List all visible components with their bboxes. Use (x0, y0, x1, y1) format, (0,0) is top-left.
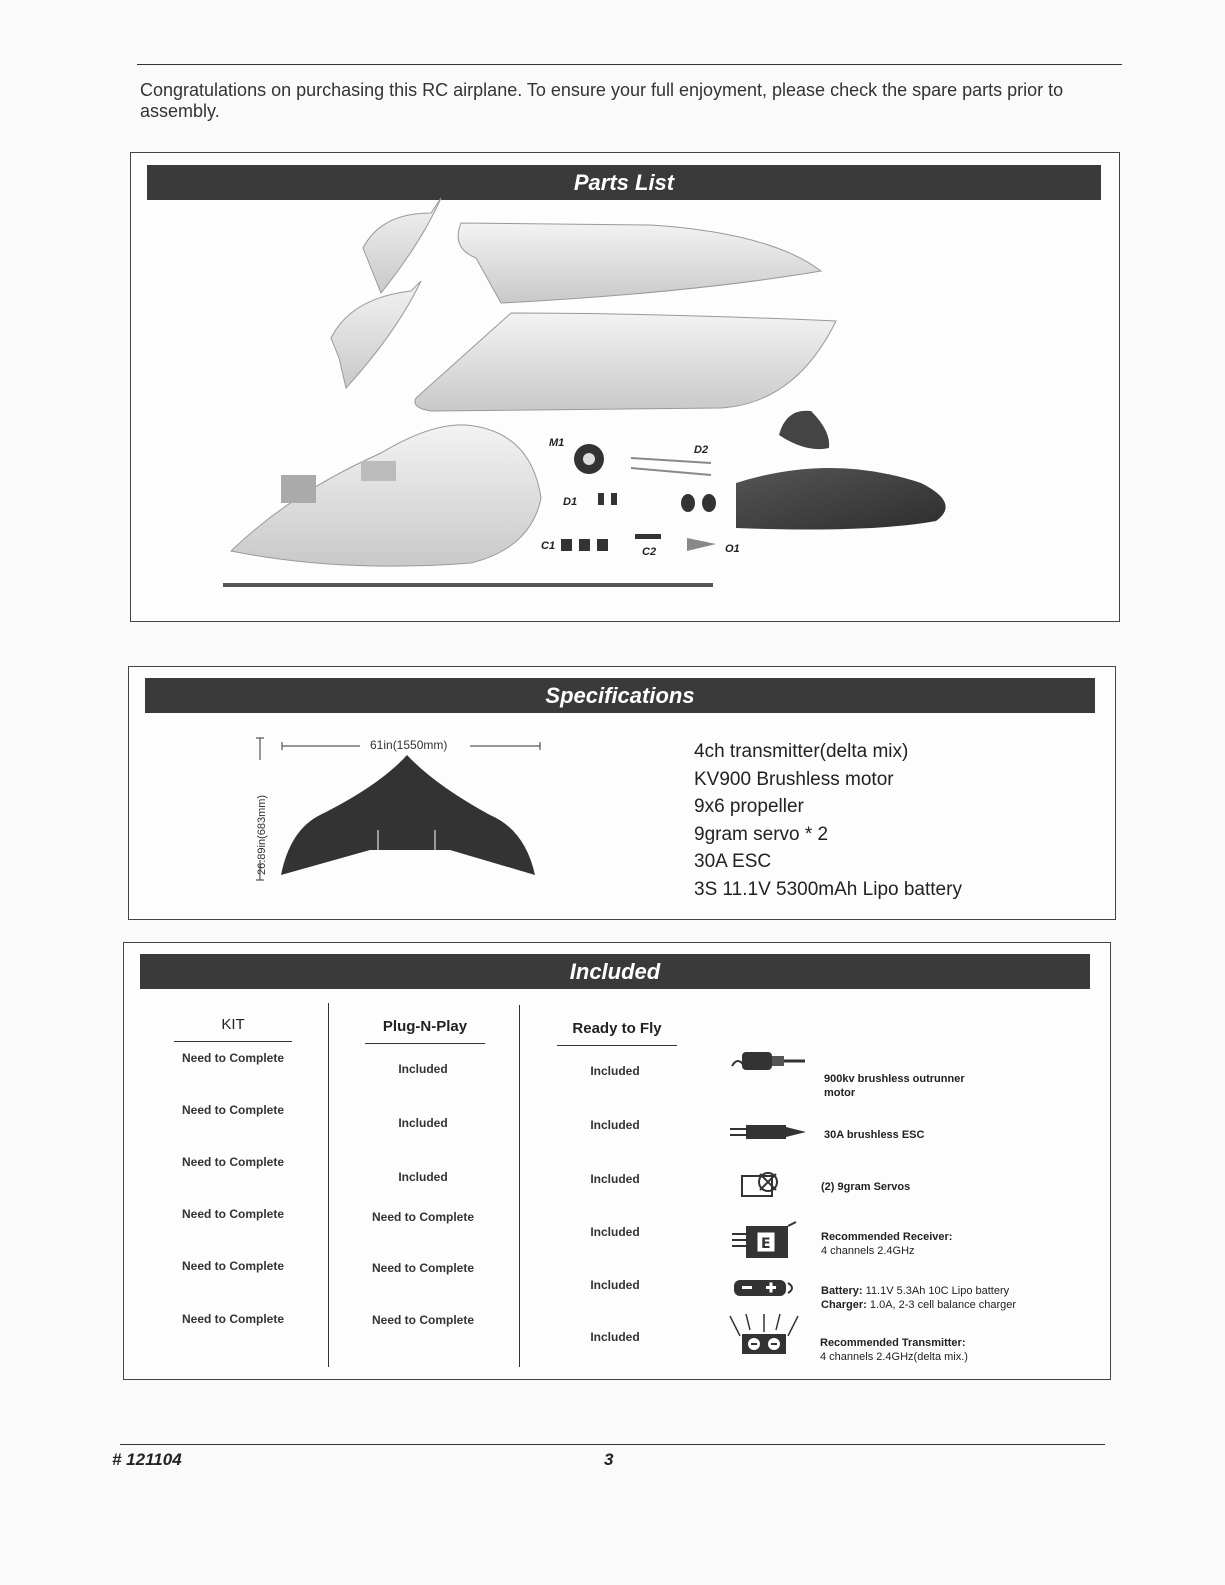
pnp-cell: Need to Complete (371, 1313, 474, 1327)
aircraft-silhouette (250, 730, 560, 890)
part-label-o1: O1 (725, 543, 740, 555)
rtf-cell: Included (590, 1172, 640, 1186)
part-label-c1: C1 (541, 540, 556, 552)
kit-cell: Need to Complete (181, 1155, 284, 1169)
motor-icon (730, 1046, 810, 1076)
included-title: Included (140, 954, 1090, 989)
top-rule (137, 64, 1122, 65)
rtf-cell: Included (590, 1278, 640, 1292)
wingspan-label: 61in(1550mm) (370, 738, 448, 752)
parts-list-title: Parts List (147, 165, 1101, 200)
column-divider (519, 1005, 520, 1367)
accessory-motor-label: 900kv brushless outrunner motor (824, 1073, 965, 1099)
rtf-cell: Included (590, 1118, 640, 1132)
kit-underline (174, 1041, 292, 1042)
column-header-rtf: Ready to Fly (572, 1020, 662, 1037)
parts-illustration (131, 153, 1121, 623)
svg-text:E: E (761, 1236, 771, 1252)
spec-item: 30A ESC (694, 851, 772, 872)
spec-item: 3S 11.1V 5300mAh Lipo battery (694, 878, 962, 900)
pnp-cell: Included (398, 1116, 448, 1130)
esc-icon (728, 1120, 808, 1144)
accessory-servo-label: (2) 9gram Servos (821, 1181, 911, 1193)
specifications-title: Specifications (145, 678, 1095, 713)
spec-item: 9x6 propeller (694, 796, 804, 817)
receiver-icon (730, 1220, 802, 1264)
transmitter-sub: 4 channels 2.4GHz(delta mix.) (820, 1351, 968, 1363)
charger-title: Charger: (821, 1299, 867, 1311)
spec-item: KV900 Brushless motor (694, 768, 894, 790)
part-label-d2: D2 (694, 444, 709, 456)
kit-cell: Need to Complete (181, 1312, 284, 1326)
spec-item: 9gram servo * 2 (694, 823, 829, 845)
kit-cell: Need to Complete (181, 1103, 284, 1117)
accessory-esc-label: 30A brushless ESC (824, 1129, 925, 1141)
intro-text: Congratulations on purchasing this RC airplane. To ensure your full enjoyment, please check the spare parts prior to assembly. (140, 80, 1064, 121)
kit-cell: Need to Complete (181, 1207, 284, 1221)
rtf-underline (557, 1045, 677, 1046)
transmitter-icon (722, 1312, 806, 1358)
length-label: 26.89in(683mm) (256, 794, 268, 875)
pnp-cell: Included (398, 1062, 448, 1076)
product-code: # 121104 (112, 1450, 182, 1469)
accessory-receiver-label (821, 1230, 1061, 1258)
receiver-sub: 4 channels 2.4GHz (821, 1245, 915, 1257)
spec-list (694, 738, 962, 903)
parts-list-panel (130, 152, 1120, 622)
charger-sub: 1.0A, 2-3 cell balance charger (869, 1299, 1017, 1311)
rtf-cell: Included (590, 1225, 640, 1239)
receiver-title: Recommended Receiver: (821, 1231, 953, 1243)
rtf-cell: Included (590, 1330, 640, 1344)
part-label-d1: D1 (563, 496, 578, 508)
servo-icon (740, 1168, 788, 1200)
pnp-cell: Included (398, 1170, 448, 1184)
kit-cell: Need to Complete (181, 1259, 284, 1273)
pnp-underline (365, 1043, 485, 1044)
column-header-kit: KIT (221, 1016, 245, 1033)
transmitter-title: Recommended Transmitter: (820, 1337, 966, 1349)
pnp-cell: Need to Complete (371, 1261, 474, 1275)
spec-item: 4ch transmitter(delta mix) (694, 741, 909, 762)
part-label-c2: C2 (642, 546, 657, 558)
footer-rule (120, 1444, 1105, 1445)
column-divider (328, 1003, 329, 1367)
pnp-cell: Need to Complete (371, 1210, 474, 1224)
battery-title: Battery: (821, 1285, 863, 1297)
kit-cell: Need to Complete (181, 1051, 284, 1065)
part-label-m1: M1 (549, 437, 565, 449)
battery-sub: 11.1V 5.3Ah 10C Lipo battery (865, 1285, 1010, 1297)
battery-icon (732, 1277, 798, 1299)
page-number: 3 (604, 1450, 614, 1469)
accessory-transmitter-label (820, 1336, 1060, 1364)
column-header-pnp: Plug-N-Play (382, 1018, 468, 1035)
accessory-battery-label (821, 1284, 1081, 1312)
rtf-cell: Included (590, 1064, 640, 1078)
